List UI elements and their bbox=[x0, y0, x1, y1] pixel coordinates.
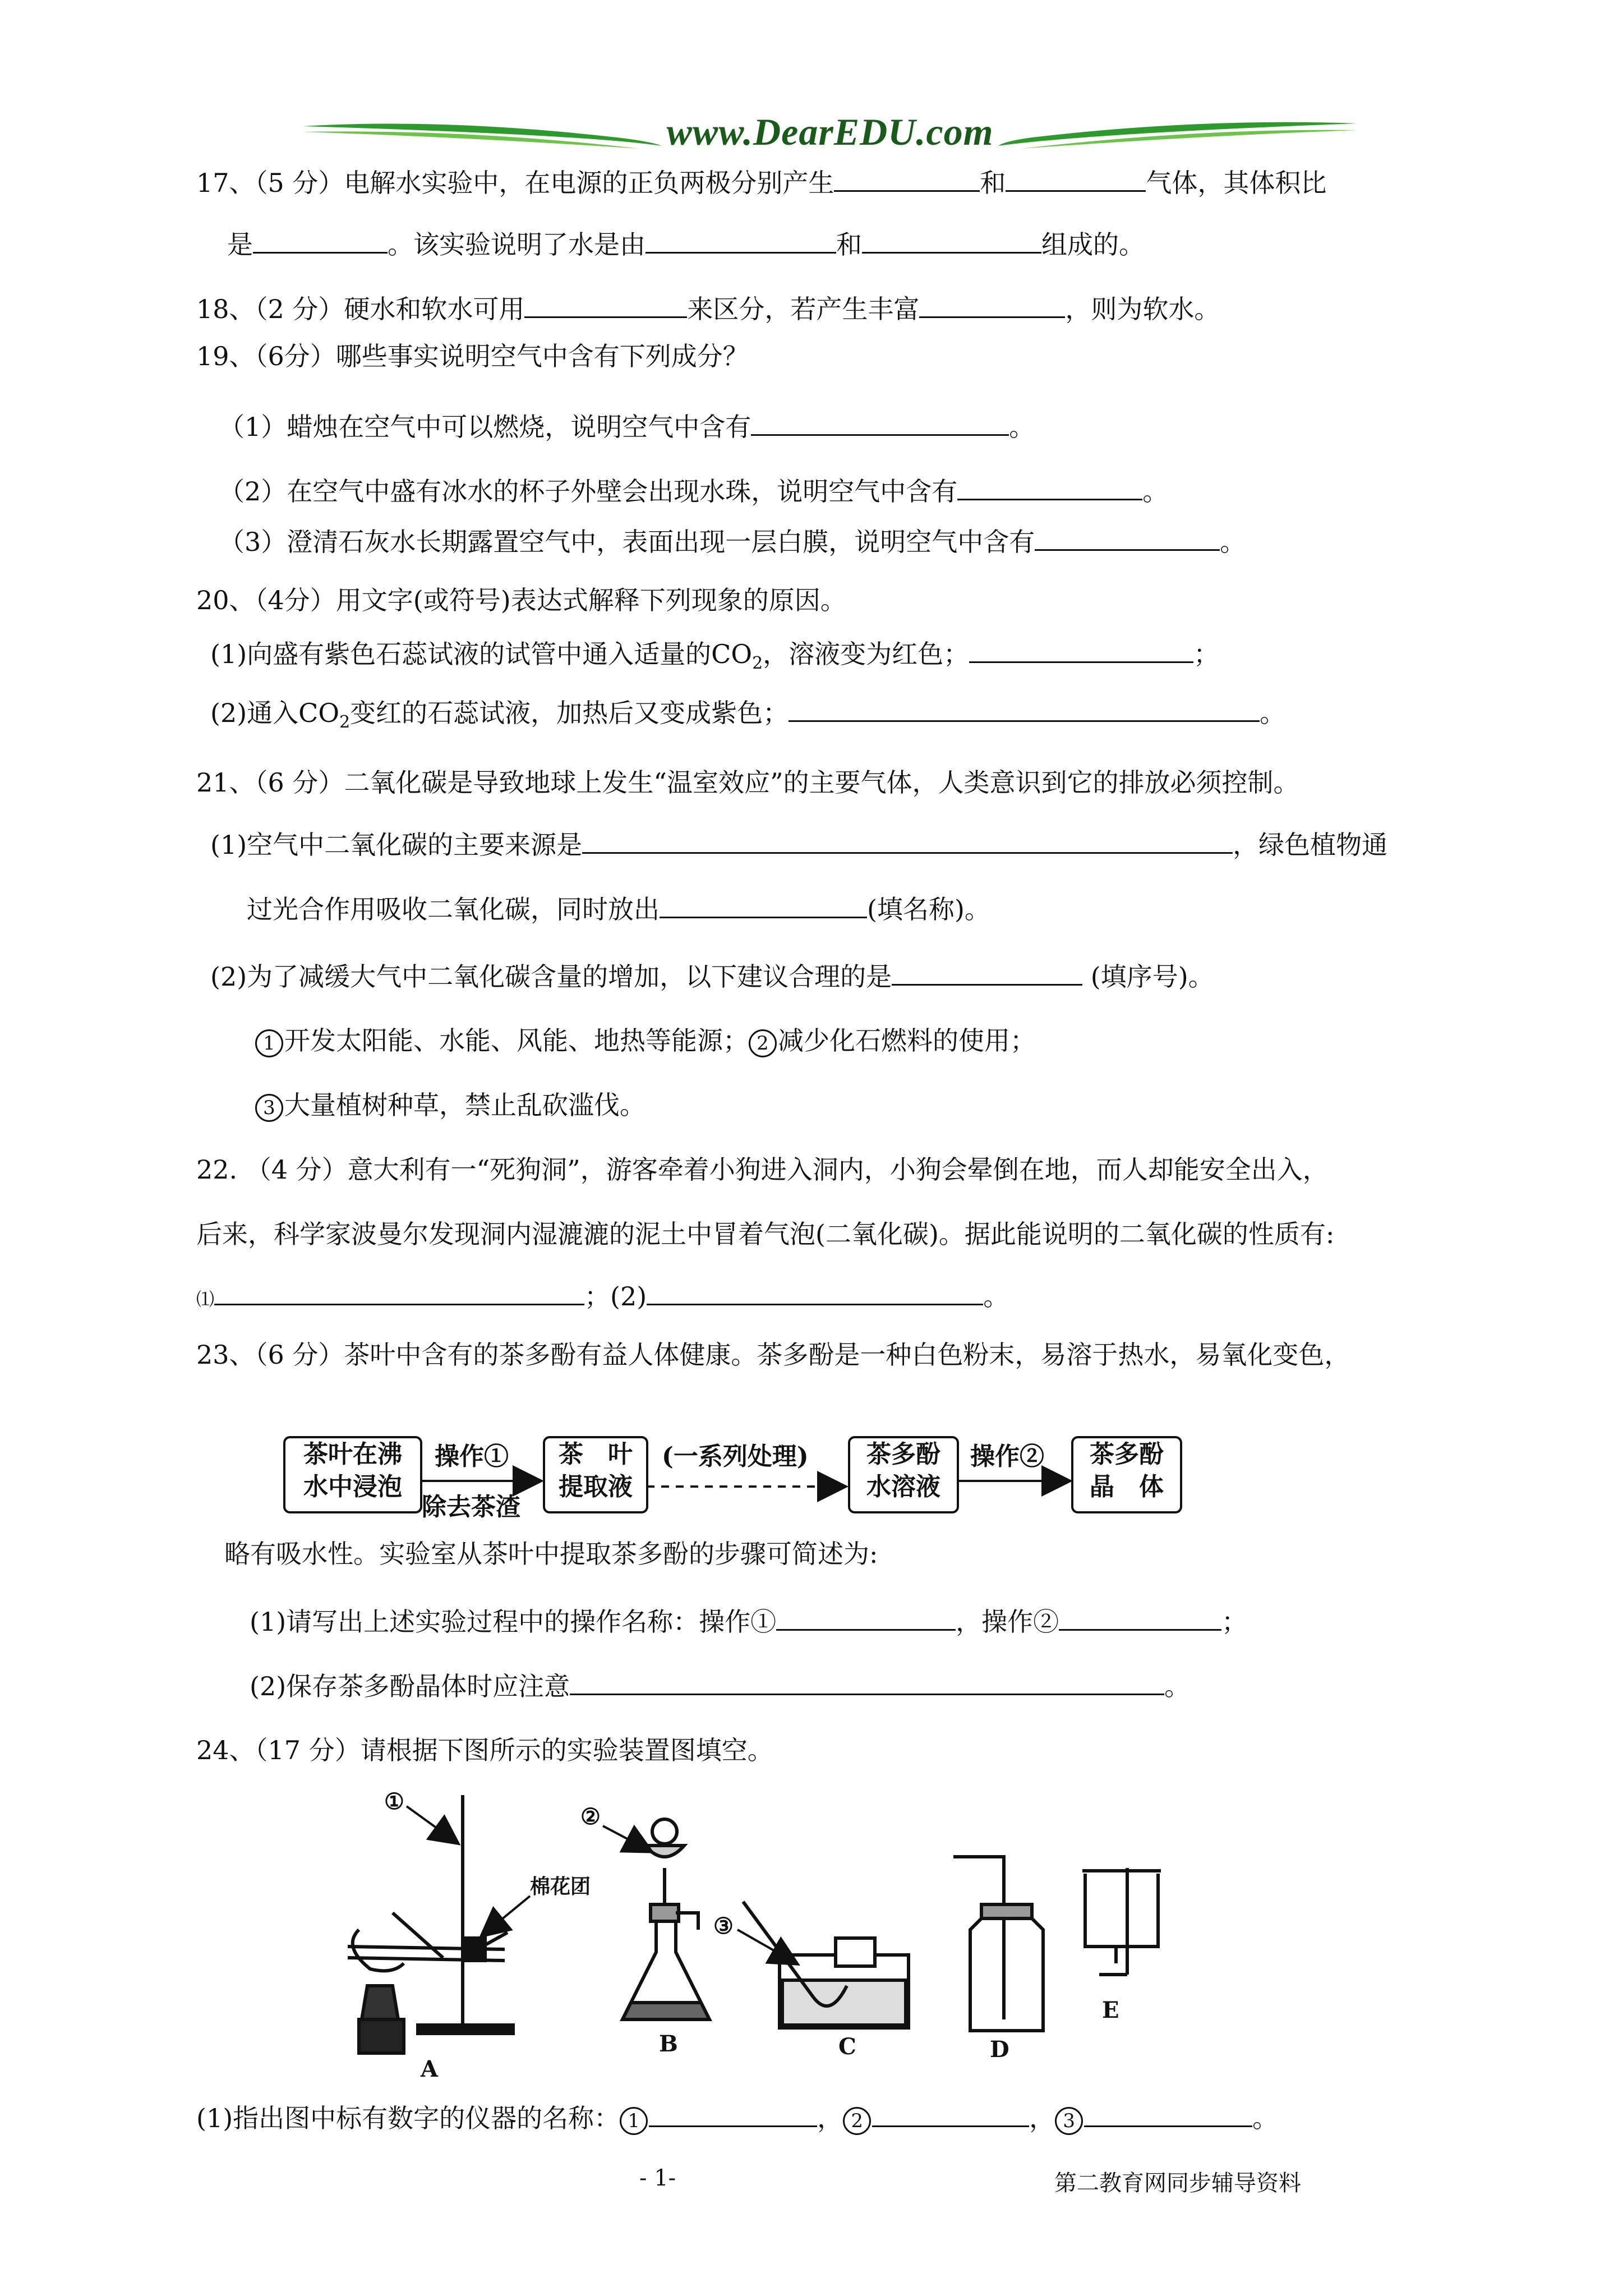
q21-title: 21、（6 分）二氧化碳是导致地球上发生“温室效应”的主要气体，人类意识到它的排放必须控制。 bbox=[196, 767, 1299, 798]
q24-text: ， bbox=[1029, 2103, 1055, 2133]
q17-text: 17、（5 分）电解水实验中，在电源的正负两极分别产生 bbox=[196, 168, 834, 198]
instrument-2-marker: 2 bbox=[843, 2107, 871, 2135]
q21-text: ，绿色植物通 bbox=[1233, 830, 1388, 860]
q18-text: ，则为软水。 bbox=[1065, 294, 1220, 324]
q17-text: 和 bbox=[836, 229, 862, 260]
flow-step-crystal-line-1: 茶多酚 bbox=[1090, 1440, 1164, 1469]
instrument-3-marker: 3 bbox=[1055, 2107, 1083, 2135]
q23-text: ； bbox=[1221, 1607, 1248, 1637]
label-instrument-3: ③ bbox=[713, 1913, 734, 1939]
q23-line-1: 23、（6 分）茶叶中含有的茶多酚有益人体健康。茶多酚是一种白色粉末，易溶于热水，易氧化变色， bbox=[196, 1340, 1350, 1370]
page-number: - 1- bbox=[639, 2165, 676, 2191]
label-instrument-1: ① bbox=[384, 1788, 404, 1815]
q20-text: 变红的石蕊试液，加热后又变成紫色； bbox=[350, 698, 789, 728]
q19-text: （1）蜡烛在空气中可以燃烧，说明空气中含有 bbox=[219, 412, 751, 442]
q22-line-1: 22. （4 分）意大利有一“死狗洞”，游客牵着小狗进入洞内，小狗会晕倒在地，而人却能安全出入， bbox=[196, 1154, 1329, 1185]
q20-subscript: 2 bbox=[339, 712, 351, 733]
q20-text: ，溶液变为红色； bbox=[763, 639, 970, 669]
flow-mid-processing: (一系列处理) bbox=[662, 1442, 809, 1471]
q17-text: 气体，其体积比 bbox=[1146, 168, 1327, 198]
q24-blank-3[interactable] bbox=[1084, 2101, 1252, 2127]
flow-op-2: 操作② bbox=[970, 1442, 1044, 1471]
q19-text: （3）澄清石灰水长期露置空气中，表面出现一层白膜，说明空气中含有 bbox=[219, 527, 1035, 557]
q19-text: 。 bbox=[1009, 412, 1035, 442]
q21-text: (填名称)。 bbox=[867, 894, 990, 924]
q19-text: 。 bbox=[1220, 527, 1246, 557]
q19-title: 19、（6分）哪些事实说明空气中含有下列成分？ bbox=[196, 341, 749, 371]
q20-subscript: 2 bbox=[752, 654, 763, 674]
q23-line-2: 略有吸水性。实验室从茶叶中提取茶多酚的步骤可简述为: bbox=[224, 1539, 878, 1569]
q17-text: 和 bbox=[980, 168, 1006, 198]
q19-text: （2）在空气中盛有冰水的杯子外壁会出现水珠，说明空气中含有 bbox=[219, 476, 958, 507]
q17-text: 是 bbox=[227, 229, 253, 260]
q20-text: 。 bbox=[1260, 698, 1286, 728]
q18-text: 来区分，若产生丰富 bbox=[687, 294, 920, 324]
label-apparatus-e: E bbox=[1102, 1997, 1119, 2023]
q20-text: (2)通入CO bbox=[210, 698, 340, 728]
site-url[interactable]: www.DearEDU.com bbox=[666, 111, 994, 153]
q21-option-2: 减少化石燃料的使用； bbox=[778, 1025, 1036, 1056]
q18-text: 18、（2 分）硬水和软水可用 bbox=[196, 294, 525, 324]
label-apparatus-a: A bbox=[421, 2056, 439, 2082]
label-apparatus-b: B bbox=[659, 2031, 678, 2057]
footer-source: 第二教育网同步辅导资料 bbox=[1054, 2170, 1301, 2196]
flow-step-crystal-line-2: 晶 体 bbox=[1090, 1473, 1164, 1501]
instrument-1-marker: 1 bbox=[620, 2107, 648, 2135]
q24-text: ， bbox=[817, 2103, 843, 2133]
q22-line-2: 后来，科学家波曼尔发现洞内湿漉漉的泥土中冒着气泡(二氧化碳)。据此能说明的二氧化碳的性质有: bbox=[196, 1219, 1335, 1249]
flow-step-extract-line-2: 提取液 bbox=[559, 1473, 633, 1501]
q20-text: (1)向盛有紫色石蕊试液的试管中通入适量的CO bbox=[210, 639, 753, 669]
q23-text: (2)保存茶多酚晶体时应注意 bbox=[250, 1671, 570, 1701]
q23-text: 。 bbox=[1164, 1671, 1191, 1701]
q23-text: (1)请写出上述实验过程中的操作名称：操作① bbox=[250, 1607, 777, 1637]
q21-text: 过光合作用吸收二氧化碳，同时放出 bbox=[247, 894, 660, 924]
flow-step-soak-line-2: 水中浸泡 bbox=[303, 1473, 402, 1501]
option-2-marker: 2 bbox=[749, 1029, 777, 1057]
q24-blank-2[interactable] bbox=[872, 2101, 1029, 2127]
q20-text: ； bbox=[1193, 639, 1220, 669]
label-apparatus-c: C bbox=[838, 2033, 856, 2060]
q21-text: (填序号)。 bbox=[1082, 961, 1214, 992]
q24-title: 24、（17 分）请根据下图所示的实验装置图填空。 bbox=[196, 1735, 773, 1765]
q17-text: 。该实验说明了水是由 bbox=[388, 229, 645, 260]
label-apparatus-d: D bbox=[990, 2036, 1009, 2063]
q17-text: 组成的。 bbox=[1041, 229, 1145, 260]
flow-step-solution-line-2: 水溶液 bbox=[866, 1473, 940, 1501]
q22-text: ⑴ bbox=[196, 1289, 215, 1310]
q19-text: 。 bbox=[1142, 476, 1169, 507]
q20-title: 20、（4分）用文字(或符号)表达式解释下列现象的原因。 bbox=[196, 585, 846, 615]
q22-text: ；(2) bbox=[584, 1281, 647, 1312]
flow-op-1-sub: 除去茶渣 bbox=[422, 1493, 520, 1521]
q21-text: (1)空气中二氧化碳的主要来源是 bbox=[210, 830, 583, 860]
q24-blank-1[interactable] bbox=[649, 2101, 817, 2127]
q21-option-1: 开发太阳能、水能、风能、地热等能源； bbox=[284, 1025, 749, 1056]
q24-item-1 bbox=[196, 2101, 1278, 2135]
flow-step-soak-line-1: 茶叶在沸 bbox=[303, 1440, 402, 1469]
q24-text: (1)指出图中标有数字的仪器的名称： bbox=[196, 2103, 620, 2133]
q23-text: ，操作② bbox=[956, 1607, 1059, 1637]
q21-text: (2)为了减缓大气中二氧化碳含量的增加，以下建议合理的是 bbox=[210, 961, 892, 992]
label-instrument-2: ② bbox=[580, 1803, 601, 1830]
flow-step-solution-line-1: 茶多酚 bbox=[866, 1440, 940, 1469]
q21-option-3: 大量植树种草，禁止乱砍滥伐。 bbox=[284, 1090, 645, 1120]
flow-op-1: 操作① bbox=[435, 1442, 509, 1471]
flow-step-extract-line-1: 茶 叶 bbox=[559, 1440, 633, 1469]
q24-text: 。 bbox=[1252, 2103, 1279, 2133]
option-3-marker: 3 bbox=[255, 1094, 283, 1122]
q22-text: 。 bbox=[983, 1281, 1009, 1312]
label-cotton: 棉花团 bbox=[530, 1875, 591, 1898]
option-1-marker: 1 bbox=[255, 1029, 283, 1057]
